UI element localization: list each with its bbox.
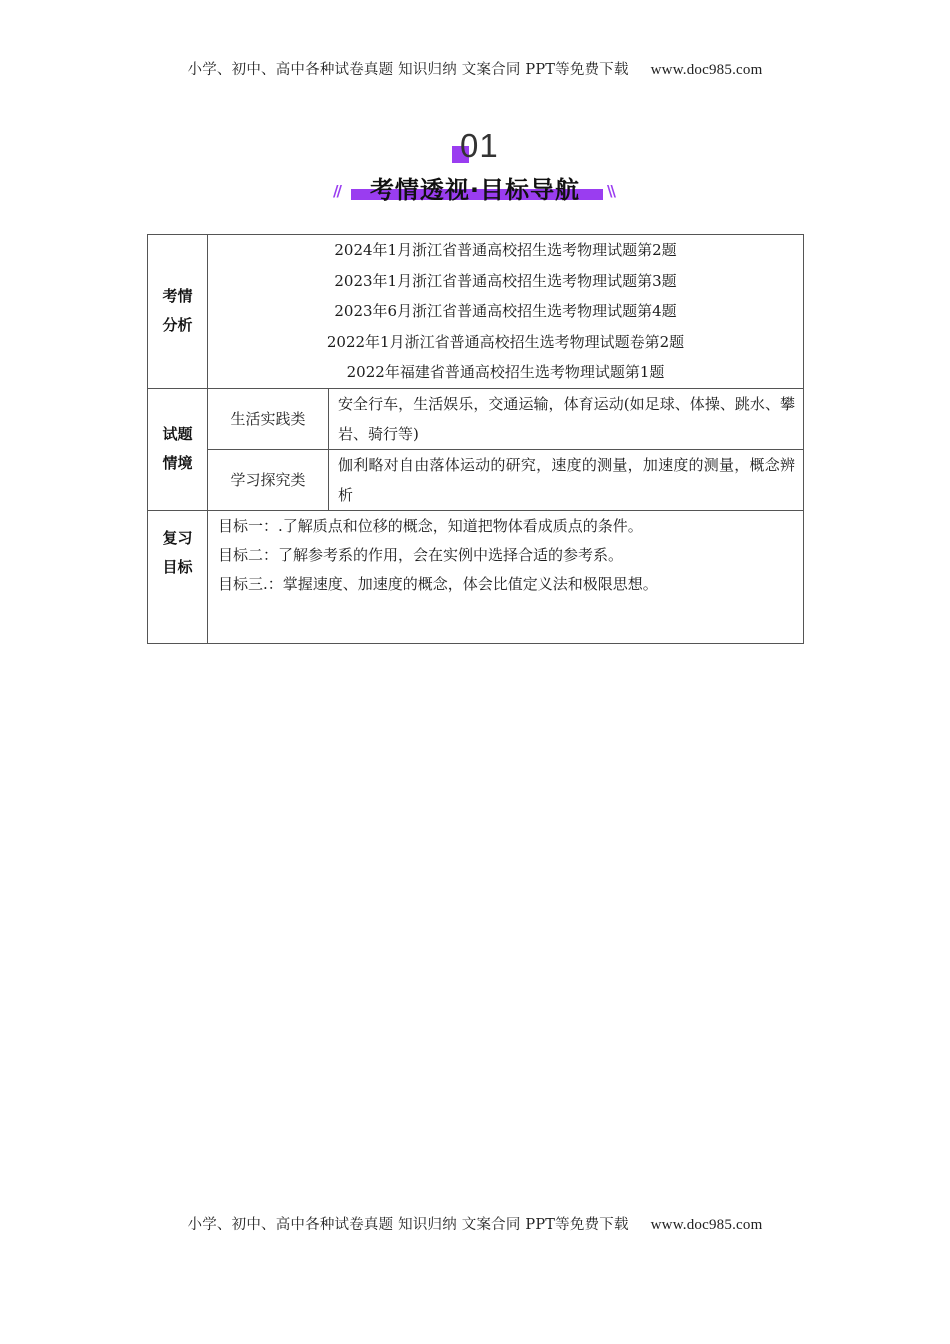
- context-row-life: [148, 388, 804, 449]
- analysis-item: 2023年6月浙江省普通高校招生选考物理试题第4题: [334, 302, 677, 320]
- context-category: 生活实践类: [208, 388, 329, 449]
- right-slash-decoration: \\: [607, 182, 614, 200]
- analysis-content-cell: [208, 235, 804, 389]
- context-label-line2: 情境: [162, 454, 193, 472]
- header-text: 小学、初中、高中各种试卷真题 知识归纳 文案合同 PPT等免费下载: [187, 62, 629, 78]
- goal-item: 目标一：.了解质点和位移的概念，知道把物体看成质点的条件。: [218, 516, 643, 535]
- goals-label-line2: 目标: [162, 557, 193, 576]
- goals-content-cell: [208, 510, 804, 643]
- left-slash-decoration: //: [333, 182, 340, 200]
- analysis-item: 2024年1月浙江省普通高校招生选考物理试题第2题: [334, 241, 677, 259]
- context-category: 学习探究类: [208, 449, 329, 510]
- analysis-row: [148, 235, 804, 389]
- footer-site-link[interactable]: www.doc985.com: [650, 1217, 763, 1233]
- section-heading: [0, 126, 950, 206]
- section-number: 01: [460, 127, 499, 164]
- goal-item: 目标二：了解参考系的作用，会在实例中选择合适的参考系。: [218, 545, 624, 564]
- goals-label-line1: 复习: [162, 528, 193, 547]
- context-content: 伽利略对自由落体运动的研究，速度的测量，加速度的测量，概念辨析: [329, 449, 804, 510]
- footer-text: 小学、初中、高中各种试卷真题 知识归纳 文案合同 PPT等免费下载: [187, 1217, 629, 1233]
- context-content: 安全行车，生活娱乐，交通运输，体育运动(如足球、体操、跳水、攀岩、骑行等): [329, 388, 804, 449]
- analysis-label-cell: [148, 235, 208, 389]
- section-number-badge: [452, 128, 512, 168]
- goal-item: 目标三.：掌握速度、加速度的概念，体会比值定义法和极限思想。: [218, 574, 658, 593]
- exam-overview-table: [147, 234, 804, 644]
- analysis-label-line2: 分析: [162, 316, 193, 335]
- analysis-label-line1: 考情: [162, 287, 193, 306]
- context-label-cell: [148, 388, 208, 510]
- analysis-item: 2023年1月浙江省普通高校招生选考物理试题第3题: [334, 271, 677, 290]
- section-title: 考情透视·目标导航: [369, 176, 581, 204]
- page-footer: [0, 1213, 950, 1234]
- analysis-item: 2022年1月浙江省普通高校招生选考物理试题卷第2题: [326, 332, 685, 351]
- analysis-item: 2022年福建省普通高校招生选考物理试题第1题: [346, 363, 665, 381]
- goals-row: [148, 510, 804, 643]
- context-label-line1: 试题: [162, 425, 193, 443]
- context-row-study: [148, 449, 804, 510]
- page-header: [0, 58, 950, 79]
- goals-label-cell: [148, 510, 208, 643]
- header-site-link[interactable]: www.doc985.com: [650, 62, 763, 78]
